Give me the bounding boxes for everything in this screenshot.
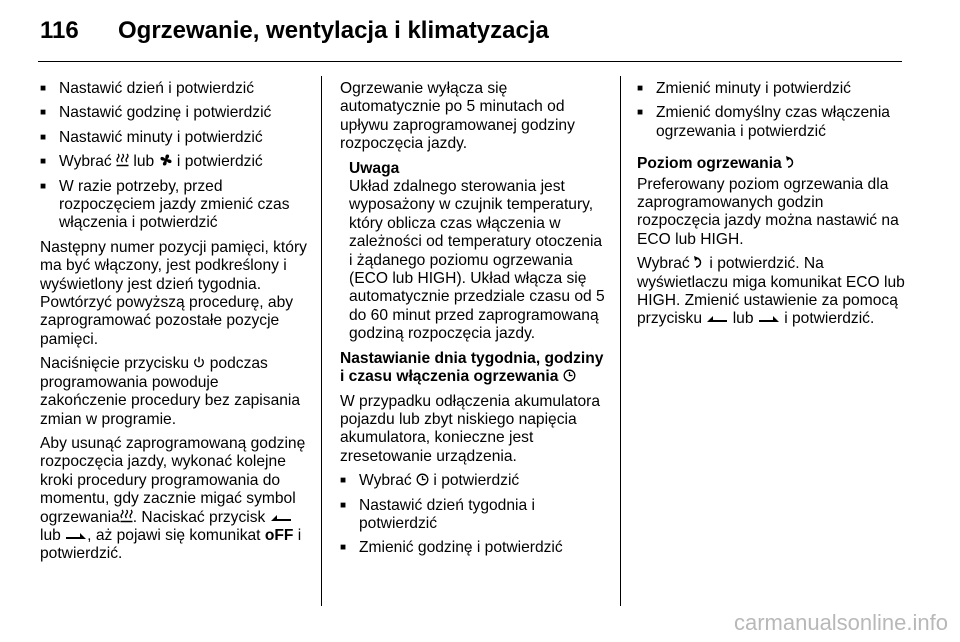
list-item: ■ Nastawić dzień i potwierdzić	[40, 80, 308, 98]
level-arrow-icon	[694, 256, 705, 269]
page-number: 116	[40, 17, 79, 44]
paragraph: Ogrzewanie wyłącza się automatycznie po 5 minutach od upływu zaprogramowanej godziny rozpoczęcia jazdy.	[340, 80, 575, 153]
column-3	[637, 80, 905, 335]
list-item: ■ Zmienić domyślny czas włączenia ogrzewania i potwierdzić	[637, 104, 905, 141]
section-heading: Nastawianie dnia tygodnia, godziny i czasu włączenia ogrzewania	[340, 349, 604, 386]
paragraph: Wybrać i potwierdzić. Na wyświetlaczu miga komunikat ECO lub HIGH. Zmienić ustawienie za pomocą przycisku lub i potwierdzić.	[637, 255, 905, 328]
list-item: ■ Wybrać i potwierdzić	[340, 472, 608, 490]
list-item: ■ Zmienić minuty i potwierdzić	[637, 80, 905, 98]
arrow-left-icon	[706, 314, 728, 324]
note-box	[340, 160, 608, 344]
arrow-right-icon	[758, 314, 780, 324]
column-divider-1	[321, 76, 322, 606]
paragraph: Preferowany poziom ogrzewania dla zaprogramowanych godzin rozpoczęcia jazdy można nastawić na ECO lub HIGH.	[637, 175, 899, 248]
column-1	[40, 80, 308, 570]
heating-waves-icon	[120, 509, 133, 523]
list-item: ■ Wybrać lub i potwierdzić	[40, 153, 308, 171]
watermark: carmanualsonline.info	[733, 610, 948, 635]
paragraph: Naciśnięcie przycisku podczas programowania powoduje zakończenie procedury bez zapisania zmian w programie.	[40, 355, 301, 428]
list-item: ■ W razie potrzeby, przed rozpoczęciem jazdy zmienić czas włączenia i potwierdzić	[40, 178, 308, 233]
fan-icon	[159, 153, 173, 167]
arrow-left-icon	[270, 513, 292, 523]
header-rule	[38, 61, 902, 62]
note-title: Uwaga	[349, 159, 400, 177]
paragraph: Aby usunąć zaprogramowaną godzinę rozpoczęcia jazdy, wykonać kolejne kroki procedury programowania do momentu, gdy zacznie migać symbol ogrzewania . Naciskać przycisk lub , aż pojawi się komunikat oFF i potwierdzić.	[40, 434, 306, 563]
paragraph: W przypadku odłączenia akumulatora pojazdu lub zbyt niskiego napięcia akumulatora, konieczne jest zresetowanie urządzenia.	[340, 392, 601, 465]
list-item: ■ Zmienić godzinę i potwierdzić	[340, 539, 608, 557]
section-heading: Poziom ogrzewania	[637, 155, 905, 173]
power-icon	[193, 356, 205, 369]
note-text: Układ zdalnego sterowania jest wyposażony w czujnik temperatury, który oblicza czas włączenia w zależności od temperatury otoczenia i żądanego poziomu ogrzewania (ECO lub HIGH). Układ włącza się automatycznie przedziale czasu od 5 do 60 minut przed zaprogramowaną godziną rozpoczęcia jazdy.	[349, 178, 605, 343]
page-title: Ogrzewanie, wentylacja i klimatyzacja	[118, 17, 549, 44]
level-arrow-icon	[786, 156, 797, 169]
arrow-right-icon	[65, 531, 87, 541]
clock-icon	[563, 369, 576, 382]
list-item: ■ Nastawić minuty i potwierdzić	[40, 129, 308, 147]
column-2	[340, 80, 608, 564]
heating-waves-icon	[116, 153, 129, 167]
column-divider-2	[620, 76, 621, 606]
clock-icon	[416, 473, 429, 486]
list-item: ■ Nastawić godzinę i potwierdzić	[40, 104, 308, 122]
paragraph: Następny numer pozycji pamięci, który ma być włączony, jest podkreślony i wyświetlony jest dzień tygodnia. Powtórzyć powyższą procedurę, aby zaprogramować pozostałe pozycje pamięci.	[40, 238, 307, 348]
list-item: ■ Nastawić dzień tygodnia i potwierdzić	[340, 497, 608, 534]
